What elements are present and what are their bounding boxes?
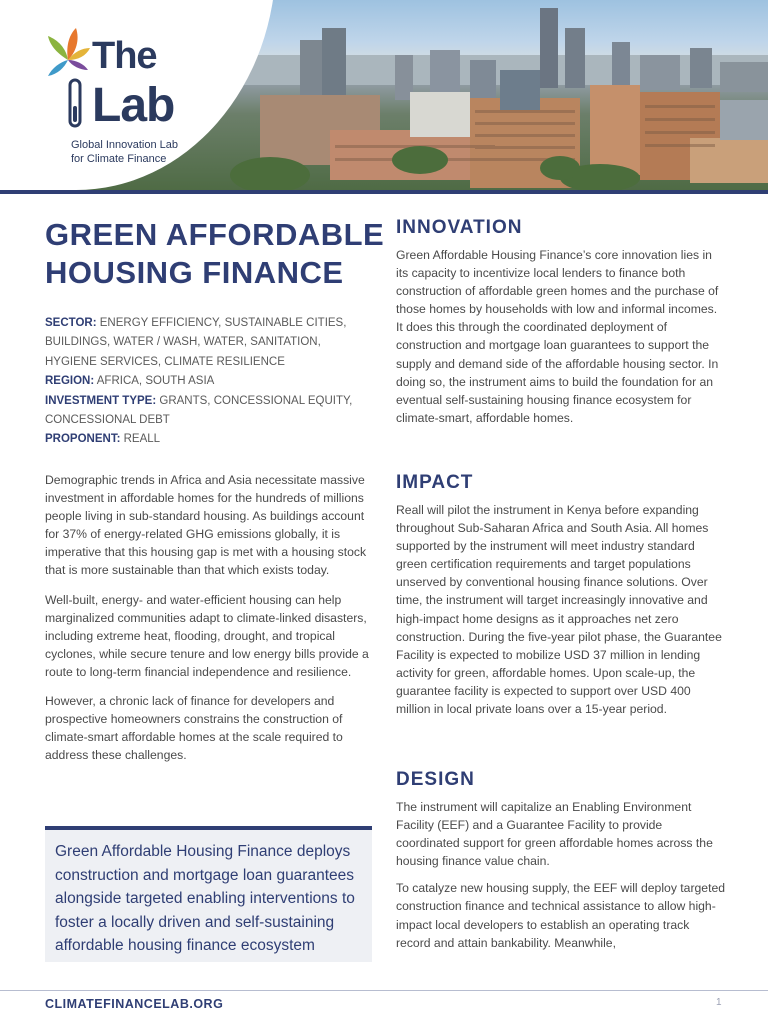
innovation-section [396,217,726,436]
innovation-heading: INNOVATION [396,217,523,238]
logo-tagline-line2: for Climate Finance [71,153,167,165]
investment-type-label: INVESTMENT TYPE: [45,394,157,407]
page-title-line2: HOUSING FINANCE [45,255,344,290]
page-title [45,216,385,292]
innovation-text: Green Affordable Housing Finance’s core innovation lies in its capacity to incentivize local lenders to finance both construction of affordable green homes and the purchase of those homes by households with low and informal incomes. It does this through the coordinated deployment of construction and mortgage loan guarantees to support the supply and demand side of the affordable housing sector. In doing so, the instrument aims to build the foundation for an eventual self-sustaining housing finance ecosystem for climate-smart, affordable homes. [396,248,719,425]
region-label: REGION: [45,375,95,388]
intro-paragraph: However, a chronic lack of finance for developers and prospective homeowners constrains the construction of climate-smart affordable homes at the scale required to address these challenges. [45,694,343,763]
header-banner [0,0,768,190]
impact-section [396,472,726,727]
project-metadata [45,314,365,450]
sector-value: ENERGY EFFICIENCY, SUSTAINABLE CITIES, BUILDINGS, WATER / WASH, WATER, SANITATION, HYGIENE SERVICES, CLIMATE RESILIENCE [45,317,347,368]
proponent-label: PROPONENT: [45,433,121,446]
website-link[interactable]: CLIMATEFINANCELAB.ORG [45,997,224,1011]
proponent-row [45,430,365,449]
logo-tagline-line1: Global Innovation Lab [71,139,179,151]
design-paragraph: To catalyze new housing supply, the EEF will deploy targeted construction finance and technical assistance to allow high-impact local developers to establish an operating track record and attain bankability. Meanwhile, [396,881,726,950]
intro-paragraph: Well-built, energy- and water-efficient housing can help marginalized communities adapt to climate-linked disasters, including extreme heat, flooding, drought, and tropical cyclones, while secure tenure and low energy bills provide a route to long-term financial independence and resilience. [45,592,369,679]
logo-wordmark-lab: Lab [92,79,175,132]
proponent-value: REALL [123,433,161,446]
logo-wordmark-the: The [92,35,157,77]
design-heading: DESIGN [396,769,475,790]
investment-type-row [45,392,365,431]
design-paragraph: The instrument will capitalize an Enabling Environment Facility (EEF) and a Guarantee Facility to provide coordinated support for green affordable homes across the housing finance value chain. [396,800,713,869]
callout-box: Green Affordable Housing Finance deploys construction and mortgage loan guarantees alongside targeted enabling interventions to foster a locally driven and self-sustaining affordable housing finance ecosystem [45,826,372,962]
region-value: AFRICA, SOUTH ASIA [96,375,215,388]
header-divider [0,190,768,194]
region-row [45,372,365,391]
footer-divider [0,990,768,991]
sector-row [45,314,365,372]
leaf-flask-icon [44,26,94,130]
sector-label: SECTOR: [45,317,97,329]
design-section [396,769,726,961]
intro-paragraph: Demographic trends in Africa and Asia necessitate massive investment in affordable homes for the hundreds of millions people living in sub-standard housing. As buildings account for 37% of energy-related GHG emissions globally, it is imperative that this housing gap is met with a housing stock that is more sustainable than that which exists today. [45,473,367,578]
impact-text: Reall will pilot the instrument in Kenya before expanding throughout Sub-Saharan Africa and South Asia. All homes supported by the instrument will meet industry standard green certification requirements and target populations unserved by conventional housing finance solutions. Over time, the instrument will target increasingly innovative and high-impact home designs as it approaches net zero construction. During the five-year pilot phase, the Guarantee Facility is expected to mobilize USD 37 million in lending activity for green, affordable homes. Upon scale-up, the guarantee facility is expected to support over USD 400 million in local private loans over a 15-year period. [396,503,722,717]
impact-heading: IMPACT [396,472,474,493]
intro-text [45,471,375,775]
page-title-line1: GREEN AFFORDABLE [45,217,385,252]
page-number: 1 [716,997,722,1008]
investment-type-value: GRANTS, CONCESSIONAL EQUITY, CONCESSIONAL DEBT [45,394,353,427]
logo-tagline [71,138,178,166]
